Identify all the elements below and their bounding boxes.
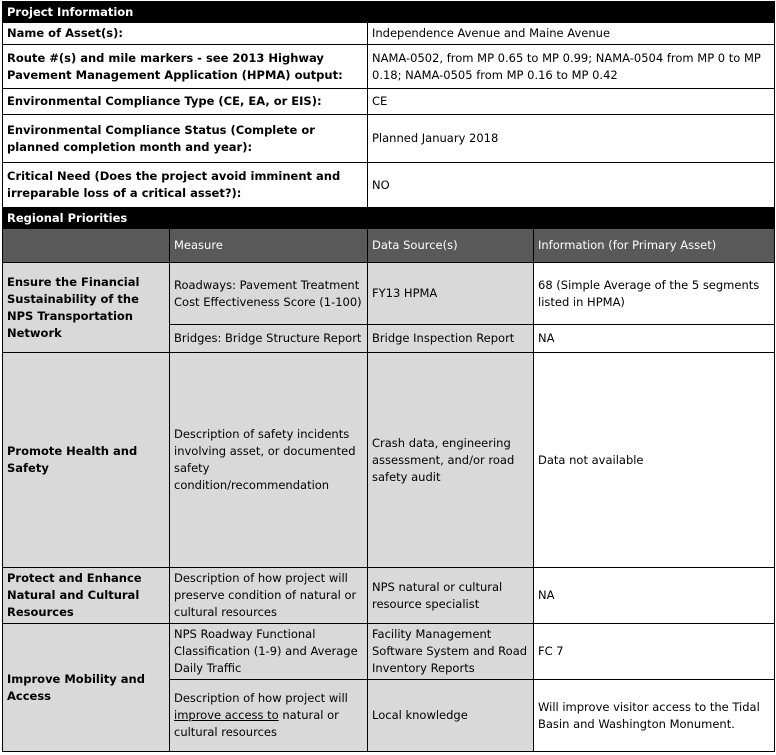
priority-natural-cultural-resources: Protect and Enhance Natural and Cultural Resources	[3, 568, 170, 624]
name-of-asset-value: Independence Avenue and Maine Avenue	[368, 23, 775, 45]
source-resource-specialist: NPS natural or cultural resource specialist	[368, 568, 534, 624]
env-compliance-type-value: CE	[368, 89, 775, 115]
source-fy13-hpma: FY13 HPMA	[368, 263, 534, 325]
column-header-measure: Measure	[170, 229, 368, 263]
info-safety: Data not available	[534, 353, 775, 568]
priority-mobility-access: Improve Mobility and Access	[3, 624, 170, 752]
critical-need-value: NO	[368, 163, 775, 208]
critical-need-label: Critical Need (Does the project avoid imminent and irreparable loss of a critical asset?):	[3, 163, 368, 208]
env-compliance-status-label: Environmental Compliance Status (Complete or planned completion month and year):	[3, 115, 368, 163]
route-mile-markers-value: NAMA-0502, from MP 0.65 to MP 0.99; NAMA-0504 from MP 0 to MP 0.18; NAMA-0505 from MP 0.16 to MP 0.42	[368, 45, 775, 89]
measure-safety-incidents: Description of safety incidents involving asset, or documented safety condition/recommendation	[170, 353, 368, 568]
measure-improve-access-part-1: Description of how project will	[174, 691, 348, 705]
measure-resource-preservation: Description of how project will preserve condition of natural or cultural resources	[170, 568, 368, 624]
name-of-asset-label: Name of Asset(s):	[3, 23, 368, 45]
column-header-data-source: Data Source(s)	[368, 229, 534, 263]
measure-improve-access-part-3: natural or cultural resources	[174, 708, 339, 739]
measure-improve-access-underlined: improve access to	[174, 708, 279, 722]
info-bridge-structure: NA	[534, 325, 775, 353]
info-pavement-score: 68 (Simple Average of the 5 segments listed in HPMA)	[534, 263, 775, 325]
priority-financial-sustainability: Ensure the Financial Sustainability of the NPS Transportation Network	[3, 263, 170, 353]
source-local-knowledge: Local knowledge	[368, 680, 534, 752]
measure-improve-access	[170, 680, 368, 752]
column-header-information: Information (for Primary Asset)	[534, 229, 775, 263]
measure-bridge-structure: Bridges: Bridge Structure Report	[170, 325, 368, 353]
env-compliance-type-label: Environmental Compliance Type (CE, EA, or EIS):	[3, 89, 368, 115]
source-crash-data: Crash data, engineering assessment, and/or road safety audit	[368, 353, 534, 568]
regional-priorities-header: Regional Priorities	[3, 208, 775, 229]
measure-pavement-score: Roadways: Pavement Treatment Cost Effectiveness Score (1-100)	[170, 263, 368, 325]
info-resources: NA	[534, 568, 775, 624]
project-information-header: Project Information	[3, 2, 775, 23]
env-compliance-status-value: Planned January 2018	[368, 115, 775, 163]
route-mile-markers-label: Route #(s) and mile markers - see 2013 Highway Pavement Management Application (HPMA) output:	[3, 45, 368, 89]
info-functional-classification: FC 7	[534, 624, 775, 680]
source-facility-management: Facility Management Software System and Road Inventory Reports	[368, 624, 534, 680]
source-bridge-inspection: Bridge Inspection Report	[368, 325, 534, 353]
project-form-table	[2, 1, 775, 752]
info-improve-access: Will improve visitor access to the Tidal Basin and Washington Monument.	[534, 680, 775, 752]
measure-functional-classification: NPS Roadway Functional Classification (1-9) and Average Daily Traffic	[170, 624, 368, 680]
priority-health-safety: Promote Health and Safety	[3, 353, 170, 568]
column-header-priority	[3, 229, 170, 263]
